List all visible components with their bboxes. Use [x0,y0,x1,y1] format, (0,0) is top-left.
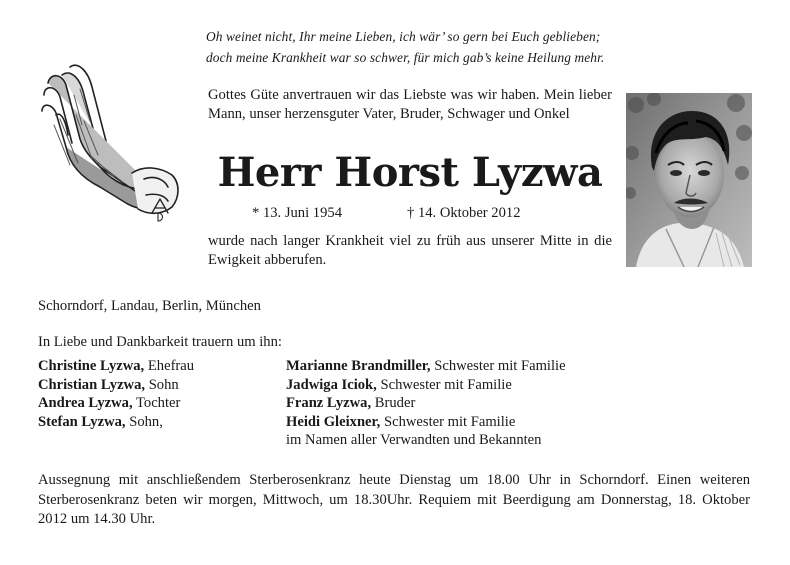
praying-hands-icon [40,55,190,225]
mourner-entry [38,376,194,395]
mourner-name: Stefan Lyzwa, [38,413,126,430]
mourner-entry [286,376,566,395]
death-date: † 14. Oktober 2012 [407,205,521,221]
mourner-relation: Schwester mit Familie [434,358,566,374]
mourner-entry [38,394,194,413]
mourner-name: Franz Lyzwa, [286,395,372,411]
mourner-relation: Sohn, [129,413,163,430]
mourner-name: Jadwiga Iciok, [286,376,377,393]
mourner-entry [38,357,194,376]
mourning-intro: In Liebe und Dankbarkeit trauern um ihn: [38,334,282,350]
mourner-name: Christine Lyzwa, [38,358,145,374]
places-line: Schorndorf, Landau, Berlin, München [38,298,261,314]
funeral-details: Aussegnung mit anschließendem Sterberosenkranz heute Dienstag um 18.00 Uhr in Schorndorf. Einen weiteren Sterberosenkranz beten wir morgen, Mittwoch, um 18.30Uhr. Requiem mit Beerdigung am Donnerstag, 18. Oktober 2012 um 14.30 Uhr. [38,472,750,527]
mourner-entry [286,413,566,432]
mourner-relation: Ehefrau [147,358,195,374]
intro-text: Gottes Güte anvertrauen wir das Liebste was wir haben. Mein lieber Mann, unser herzensguter Vater, Bruder, Schwager und Onkel [208,87,612,122]
mourner-entry [38,413,194,432]
mourner-relation: Schwester mit Familie [380,376,512,393]
mourner-name: Andrea Lyzwa, [38,395,133,411]
mourners-left-column [38,357,194,431]
mourner-entry [286,394,566,413]
mourner-relation: Schwester mit Familie [383,413,516,430]
mourners-right-column [286,357,566,450]
birth-date: * 13. Juni 1954 [252,205,342,221]
mourner-entry [286,431,566,450]
portrait-photo [626,93,752,267]
mourner-entry [286,357,566,376]
outro-text: wurde nach langer Krankheit viel zu früh aus unserer Mitte in die Ewigkeit abberufen. [208,233,612,268]
poem-line-2: doch meine Krankheit war so schwer, für mich gab’s keine Heilung mehr. [206,50,605,65]
poem-line-1: Oh weinet nicht, Ihr meine Lieben, ich wär’ so gern bei Euch geblieben; [206,29,601,44]
mourner-relation: im Namen aller Verwandten und Bekannten [286,432,542,448]
mourner-name: Heidi Gleixner, [286,413,381,430]
deceased-name: Herr Horst Lyzwa [217,149,603,196]
mourner-relation: Sohn [148,376,179,393]
mourner-relation: Tochter [136,395,181,411]
mourner-relation: Bruder [374,395,416,411]
mourner-name: Marianne Brandmiller, [286,358,431,374]
poem [206,26,756,68]
mourner-name: Christian Lyzwa, [38,376,146,393]
